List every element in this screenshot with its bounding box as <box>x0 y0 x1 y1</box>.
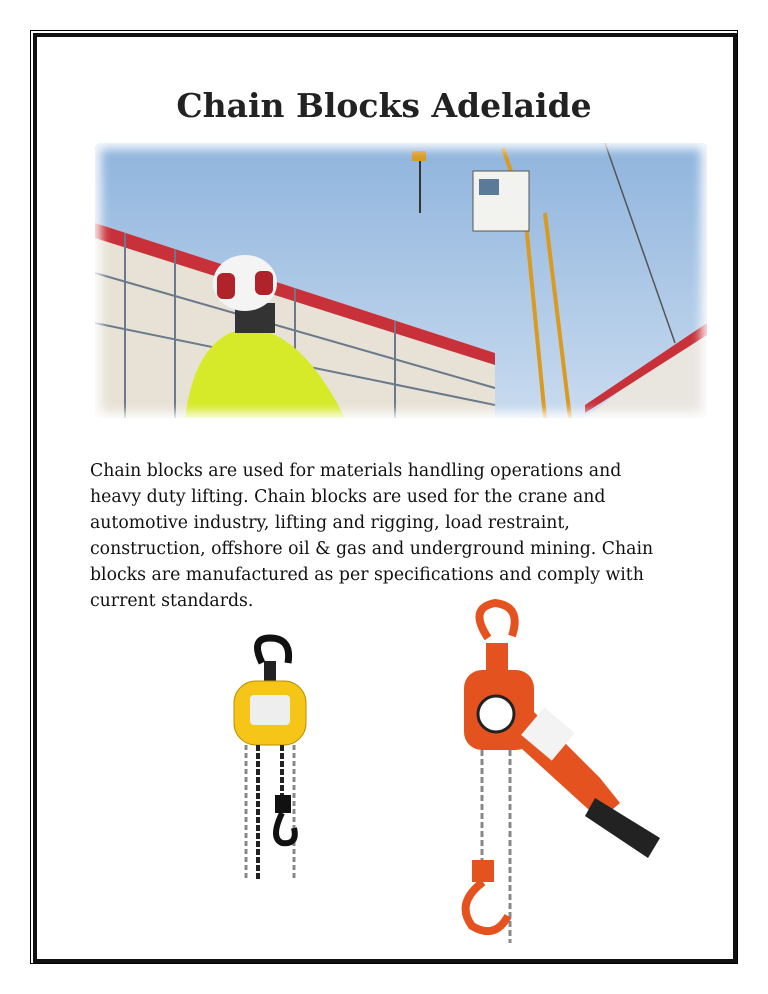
construction-site-photo <box>95 143 707 418</box>
body-paragraph: Chain blocks are used for materials handling operations and heavy duty lifting. Chain blocks are used for the crane and automotive industry, lifting and rigging, load restraint, construction, offshore oil & gas and underground mining. Chain blocks are manufactured as per specifications and comply with current standards. <box>90 461 654 611</box>
orange-lever-hoist-photo <box>450 598 665 953</box>
yellow-chain-block-photo <box>220 633 320 888</box>
page-title: Chain Blocks Adelaide <box>176 86 592 125</box>
